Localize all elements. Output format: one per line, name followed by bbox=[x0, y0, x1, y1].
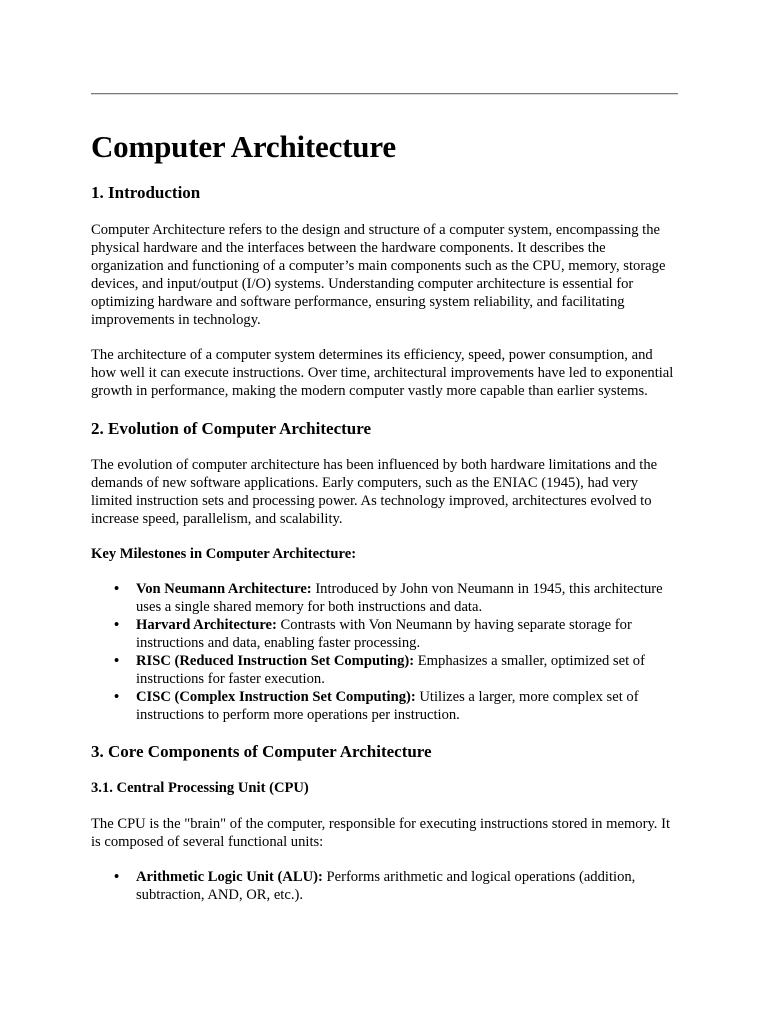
list-item-text: Contrasts with Von Neumann by having separate storage for instructions and data, enabling faster processing. bbox=[136, 617, 632, 651]
list-item-text: Emphasizes a smaller, optimized set of instructions for faster execution. bbox=[136, 653, 645, 687]
bullet-icon: • bbox=[114, 869, 120, 885]
cpu-paragraph: The CPU is the "brain" of the computer, responsible for executing instructions stored in memory. It is composed of several functional units: bbox=[91, 816, 671, 850]
milestones-heading: Key Milestones in Computer Architecture: bbox=[91, 546, 357, 562]
list-item-term: Harvard Architecture: bbox=[136, 617, 277, 633]
list-item bbox=[114, 688, 681, 724]
bullet-icon: • bbox=[114, 689, 120, 705]
list-item bbox=[114, 652, 681, 688]
list-item-text: Introduced by John von Neumann in 1945, this architecture uses a single shared memory for both instructions and data. bbox=[136, 581, 663, 615]
subsection-heading-cpu: 3.1. Central Processing Unit (CPU) bbox=[91, 780, 309, 796]
intro-paragraph-2: The architecture of a computer system determines its efficiency, speed, power consumption, and how well it can execute instructions. Over time, architectural improvements have led to exponential growth in performance, making the modern computer vastly more capable than earlier systems. bbox=[91, 347, 674, 399]
list-item-term: Arithmetic Logic Unit (ALU): bbox=[136, 869, 323, 885]
bullet-icon: • bbox=[114, 617, 120, 633]
list-item-term: RISC (Reduced Instruction Set Computing): bbox=[136, 653, 415, 669]
list-item bbox=[114, 616, 681, 652]
cpu-units-list bbox=[91, 868, 681, 904]
list-item-text: Performs arithmetic and logical operations (addition, subtraction, AND, OR, etc.). bbox=[136, 869, 636, 903]
list-item bbox=[114, 580, 681, 616]
section-heading-introduction: 1. Introduction bbox=[91, 183, 201, 202]
section-heading-core-components: 3. Core Components of Computer Architecture bbox=[91, 742, 432, 761]
document-body bbox=[91, 128, 681, 904]
section-heading-evolution: 2. Evolution of Computer Architecture bbox=[91, 419, 372, 438]
intro-paragraph-1: Computer Architecture refers to the design and structure of a computer system, encompassing the physical hardware and the interfaces between the hardware components. It describes the organization and functioning of a computer’s main components such as the CPU, memory, storage devices, and input/output (I/O) systems. Understanding computer architecture is essential for optimizing hardware and software performance, ensuring system reliability, and facilitating improvements in technology. bbox=[91, 222, 666, 328]
milestones-list bbox=[91, 580, 681, 724]
list-item-term: Von Neumann Architecture: bbox=[136, 581, 312, 597]
bullet-icon: • bbox=[114, 653, 120, 669]
list-item-text: Utilizes a larger, more complex set of instructions to perform more operations per instruction. bbox=[136, 689, 639, 723]
document-title: Computer Architecture bbox=[91, 129, 396, 164]
list-item bbox=[114, 868, 681, 904]
evolution-paragraph: The evolution of computer architecture has been influenced by both hardware limitations and the demands of new software applications. Early computers, such as the ENIAC (1945), had very limited instruction sets and processing power. As technology improved, architectures evolved to increase speed, parallelism, and scalability. bbox=[91, 457, 658, 527]
bullet-icon: • bbox=[114, 581, 120, 597]
list-item-term: CISC (Complex Instruction Set Computing): bbox=[136, 689, 416, 705]
horizontal-rule bbox=[91, 93, 678, 95]
